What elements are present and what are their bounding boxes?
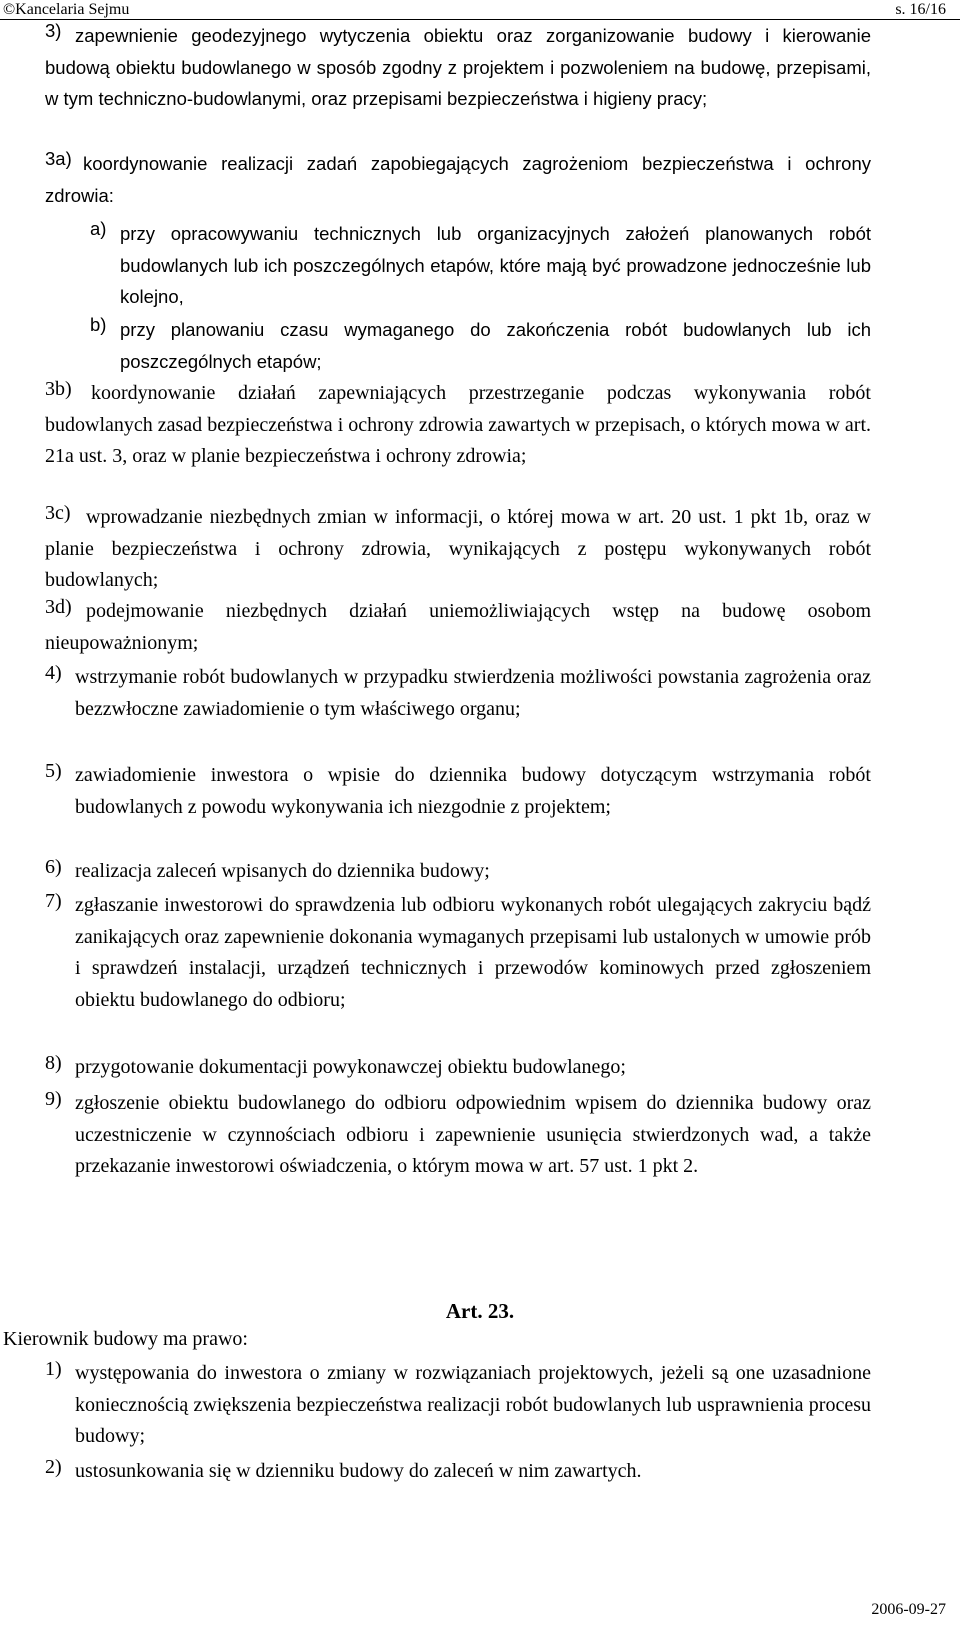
list-subitem-a bbox=[90, 218, 871, 313]
list-item-9 bbox=[45, 1088, 871, 1183]
item-text: zapewnienie geodezyjnego wytyczenia obiektu oraz zorganizowanie budowy i kierowanie budową obiektu budowlanego w sposób zgodny z projektem i pozwoleniem na budowę, przepisami, w tym techniczno-budowlanymi, oraz przepisami bezpieczeństwa i higieny pracy; bbox=[45, 25, 871, 109]
item-text: przygotowanie dokumentacji powykonawczej obiektu budowlanego; bbox=[75, 1056, 626, 1078]
item-text: podejmowanie niezbędnych działań uniemożliwiających wstęp na budowę osobom nieupoważnionym; bbox=[45, 600, 871, 654]
item-number: 3b) bbox=[45, 378, 72, 400]
item-number: 8) bbox=[45, 1052, 62, 1074]
list-item-3d bbox=[45, 596, 871, 659]
item-text: ustosunkowania się w dzienniku budowy do zaleceń w nim zawartych. bbox=[75, 1460, 642, 1482]
list-item-7 bbox=[45, 890, 871, 1016]
list-item-3b bbox=[45, 378, 871, 473]
item-text: wprowadzanie niezbędnych zmian w informacji, o której mowa w art. 20 ust. 1 pkt 1b, oraz w planie bezpieczeństwa i ochrony zdrowia, wynikających z postępu wykonywanych robót budowlanych; bbox=[45, 506, 871, 591]
item-number: 3c) bbox=[45, 502, 71, 524]
article-item-2 bbox=[45, 1456, 871, 1488]
item-text: koordynowanie działań zapewniających przestrzeganie podczas wykonywania robót budowlanych zasad bezpieczeństwa i ochrony zdrowia zawartych w przepisach, o których mowa w art. 21a ust. 3, oraz w planie bezpieczeństwa i ochrony zdrowia; bbox=[45, 382, 871, 467]
item-text: wstrzymanie robót budowlanych w przypadku stwierdzenia możliwości powstania zagrożenia oraz bezzwłoczne zawiadomienie o tym właściwego organu; bbox=[75, 666, 871, 720]
list-item-5 bbox=[45, 760, 871, 823]
item-number: 5) bbox=[45, 760, 62, 782]
item-number: 7) bbox=[45, 890, 62, 912]
item-number: 3) bbox=[45, 20, 62, 41]
article-item-1 bbox=[45, 1358, 871, 1453]
item-text: przy opracowywaniu technicznych lub organizacyjnych założeń planowanych robót budowlanych lub ich poszczególnych etapów, które mają być prowadzone jednocześnie lub kolejno, bbox=[120, 223, 871, 307]
item-number: 9) bbox=[45, 1088, 62, 1110]
item-number: 3a) bbox=[45, 148, 72, 169]
footer-date: 2006-09-27 bbox=[871, 1601, 946, 1618]
list-item-3a bbox=[45, 148, 871, 211]
article-intro: Kierownik budowy ma prawo: bbox=[3, 1328, 248, 1350]
item-text: zgłaszanie inwestorowi do sprawdzenia lub odbioru wykonanych robót ulegających zakryciu bądź zanikających oraz zapewnienie dokonania wymaganych przepisami lub ustalonych w umowie prób i sprawdzeń instalacji, urządzeń technicznych i przewodów kominowych przed zgłoszeniem obiektu budowlanego do odbioru; bbox=[75, 894, 871, 1011]
article-title: Art. 23. bbox=[445, 1299, 515, 1323]
item-text: zgłoszenie obiektu budowlanego do odbioru odpowiednim wpisem do dziennika budowy oraz uczestniczenie w czynnościach odbioru i zapewnienie usunięcia stwierdzonych wad, a także przekazanie inwestorowi oświadczenia, o którym mowa w art. 57 ust. 1 pkt 2. bbox=[75, 1092, 871, 1177]
item-number: 4) bbox=[45, 662, 62, 684]
item-number: 2) bbox=[45, 1456, 62, 1478]
item-number: 1) bbox=[45, 1358, 62, 1380]
item-text: zawiadomienie inwestora o wpisie do dziennika budowy dotyczącym wstrzymania robót budowlanych z powodu wykonywania ich niezgodnie z projektem; bbox=[75, 764, 871, 818]
item-text: przy planowaniu czasu wymaganego do zakończenia robót budowlanych lub ich poszczególnych etapów; bbox=[120, 319, 871, 372]
page-header bbox=[0, 0, 960, 20]
list-subitem-b bbox=[90, 314, 871, 377]
page-number: s. 16/16 bbox=[895, 1, 946, 18]
list-item-3c bbox=[45, 502, 871, 597]
list-item-4 bbox=[45, 662, 871, 725]
copyright-label: ©Kancelaria Sejmu bbox=[3, 1, 130, 18]
list-item-3 bbox=[45, 20, 871, 115]
item-text: występowania do inwestora o zmiany w rozwiązaniach projektowych, jeżeli są one uzasadnione koniecznością zwiększenia bezpieczeństwa realizacji robót budowlanych lub usprawnienia procesu budowy; bbox=[75, 1362, 871, 1447]
list-item-6 bbox=[45, 856, 871, 888]
item-text: koordynowanie realizacji zadań zapobiegających zagrożeniom bezpieczeństwa i ochrony zdrowia: bbox=[45, 153, 871, 206]
item-number: 6) bbox=[45, 856, 62, 878]
item-number: b) bbox=[90, 314, 107, 335]
item-number: 3d) bbox=[45, 596, 72, 618]
list-item-8 bbox=[45, 1052, 871, 1084]
item-text: realizacja zaleceń wpisanych do dziennika budowy; bbox=[75, 860, 490, 882]
item-number: a) bbox=[90, 218, 107, 239]
